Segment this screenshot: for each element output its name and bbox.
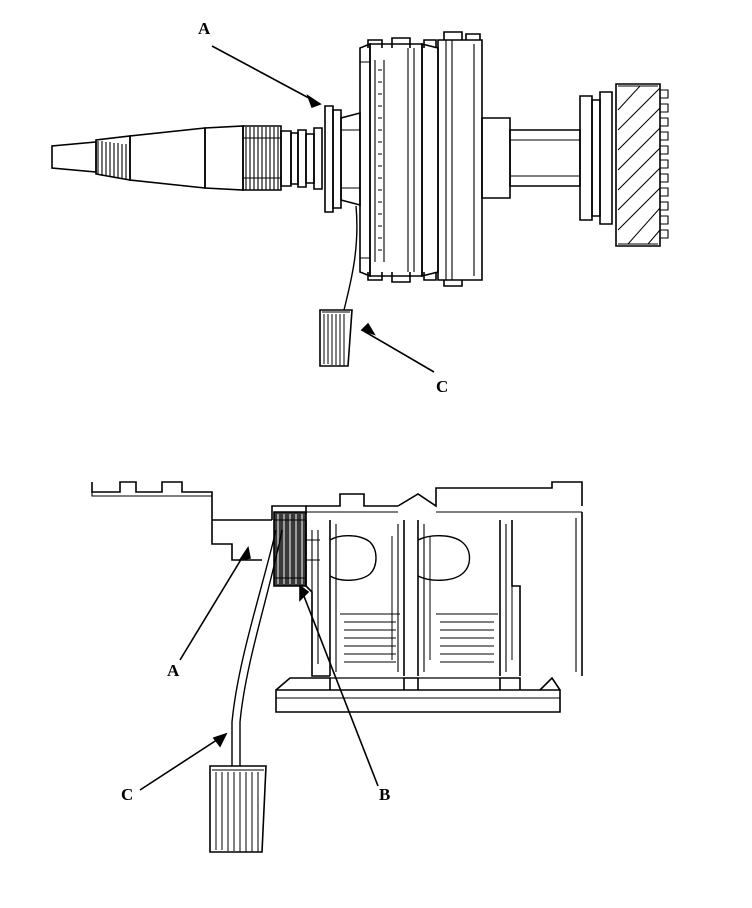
shaft-spline-section: [243, 126, 281, 190]
output-shaft: [482, 118, 580, 198]
seal-ring: [325, 106, 341, 212]
housing-bottom-flange: [276, 678, 560, 712]
housing-top-rail: [272, 482, 582, 520]
section-block-right: [418, 512, 582, 676]
shaft-tip: [52, 136, 130, 180]
callout-label-b-lower: B: [379, 785, 391, 804]
callout-label-c-lower: C: [121, 785, 134, 804]
leader-line-a-lower: [180, 548, 250, 660]
leader-line-c-lower: [140, 734, 226, 790]
leader-line-b-lower: [300, 586, 378, 786]
ring-gear: [616, 84, 668, 246]
callout-label-c-upper: C: [436, 377, 449, 396]
leader-line-a-upper: [212, 46, 320, 107]
shaft-body: [130, 126, 243, 190]
gear-cluster-body: [360, 32, 482, 286]
leader-line-c-upper: [362, 324, 434, 372]
seal-block: [274, 512, 306, 586]
section-block-left: [306, 520, 404, 676]
shaft-collar-rings: [281, 128, 322, 189]
shim-strip-upper: [320, 310, 352, 366]
callout-label-a-upper: A: [198, 19, 211, 38]
upper-assembly-view: [52, 32, 668, 372]
hub-flange: [341, 113, 360, 205]
bearing-discs: [580, 92, 612, 224]
shim-strip-lower: [210, 766, 266, 852]
leader-line-shim-upper: [344, 206, 357, 310]
lower-section-view: [92, 482, 582, 852]
feeler-wire: [232, 530, 282, 766]
housing-left-rim: [92, 482, 272, 560]
callout-label-a-lower: A: [167, 661, 180, 680]
